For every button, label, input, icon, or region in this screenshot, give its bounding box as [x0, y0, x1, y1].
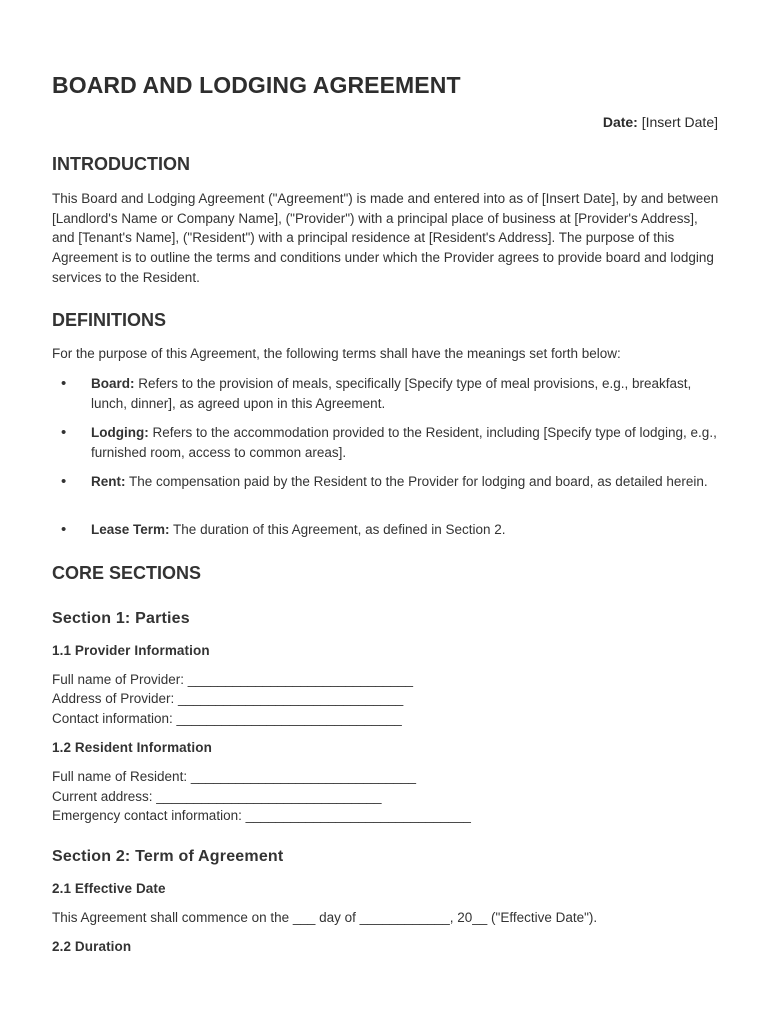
resident-info-heading: 1.2 Resident Information	[52, 740, 212, 755]
document-title: BOARD AND LODGING AGREEMENT	[52, 72, 461, 98]
section2-heading: Section 2: Term of Agreement	[52, 848, 284, 865]
definition-item	[52, 423, 724, 462]
resident-name-field: Full name of Resident: ______________________________	[52, 769, 417, 784]
introduction-paragraph: This Board and Lodging Agreement ("Agreement") is made and entered into as of [Insert Date], by and between [Landlord's Name or Company Name], ("Provider") with a principal place of business at [Provider's Address], and [Tenant's Name], ("Resident") with a principal residence at [Resident's Address]. The purpose of this Agreement is to outline the terms and conditions under which the Provider agrees to provide board and lodging services to the Resident.	[52, 191, 719, 285]
definition-term: Rent:	[91, 474, 126, 489]
bullet-icon: •	[61, 521, 67, 538]
definition-text: Refers to the provision of meals, specifically [Specify type of meal provisions, e.g., breakfast, lunch, dinner], as agreed upon in this Agreement.	[91, 376, 692, 411]
duration-heading: 2.2 Duration	[52, 939, 132, 954]
section1-heading: Section 1: Parties	[52, 610, 190, 627]
date-label: Date:	[602, 114, 638, 130]
bullet-icon: •	[61, 375, 67, 392]
definitions-intro: For the purpose of this Agreement, the following terms shall have the meanings set forth below:	[52, 346, 621, 361]
bullet-icon: •	[61, 473, 67, 490]
provider-address-field: Address of Provider: ______________________________	[52, 691, 404, 706]
provider-name-field: Full name of Provider: ______________________________	[52, 672, 414, 687]
provider-info-heading: 1.1 Provider Information	[52, 643, 210, 658]
definition-term: Lodging:	[91, 425, 149, 440]
definition-text: The compensation paid by the Resident to the Provider for lodging and board, as detailed herein.	[125, 474, 708, 489]
bullet-icon: •	[61, 424, 67, 441]
resident-address-field: Current address: ______________________________	[52, 789, 382, 804]
definition-text: The duration of this Agreement, as defined in Section 2.	[169, 522, 506, 537]
definition-item	[52, 520, 724, 540]
definitions-heading: DEFINITIONS	[52, 310, 167, 330]
definition-term: Lease Term:	[91, 522, 170, 537]
definition-term: Board:	[91, 376, 135, 391]
date-value: [Insert Date]	[641, 114, 718, 130]
provider-contact-field: Contact information: ______________________________	[52, 711, 402, 726]
definition-item	[52, 472, 724, 492]
definition-item	[52, 374, 724, 413]
definition-text: Refers to the accommodation provided to the Resident, including [Specify type of lodging, e.g., furnished room, access to common areas].	[91, 425, 717, 460]
date-line	[603, 114, 718, 130]
effective-date-heading: 2.1 Effective Date	[52, 881, 166, 896]
effective-date-text: This Agreement shall commence on the ___ day of ____________, 20__ ("Effective Date").	[52, 910, 598, 925]
introduction-heading: INTRODUCTION	[52, 154, 190, 174]
core-sections-heading: CORE SECTIONS	[52, 563, 202, 583]
resident-emergency-contact-field: Emergency contact information: ______________________________	[52, 808, 471, 823]
